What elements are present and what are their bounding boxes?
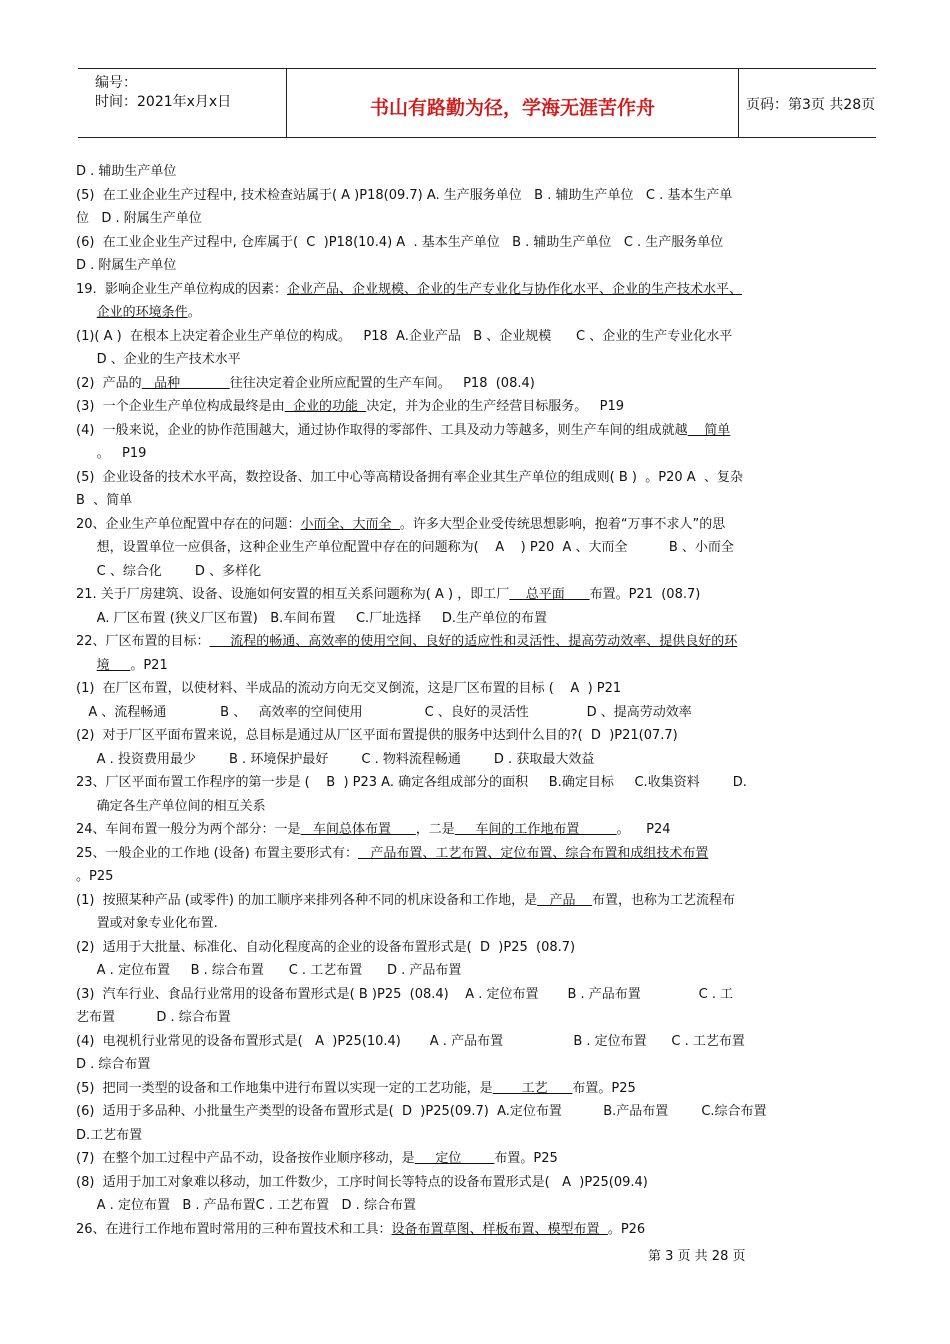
text-segment: 确定各生产单位间的相互关系 xyxy=(76,798,266,814)
text-segment: (1)( A ) 在根本上决定着企业生产单位的构成。 P18 A.企业产品 B 、企业规模 C 、企业的生产专业化水平 xyxy=(76,328,733,344)
text-segment: A . 投资费用最少 B . 环境保护最好 C . 物料流程畅通 D . 获取最大效益 xyxy=(76,751,595,767)
text-segment: 25、一般企业的工作地 (设备) 布置主要形式有： xyxy=(76,845,358,861)
answer-blank: 企业的环境条件 xyxy=(96,305,188,320)
text-segment: 位 D . 附属生产单位 xyxy=(76,211,202,226)
text-line xyxy=(76,701,888,725)
text-segment: 20、企业生产单位配置中存在的问题： xyxy=(76,516,301,532)
text-line xyxy=(76,1147,888,1171)
answer-blank: 企业的功能 xyxy=(284,399,367,414)
text-segment: 往往决定着企业所应配置的生产车间。 P18 (08.4) xyxy=(229,375,535,391)
page-header xyxy=(78,68,876,138)
text-line xyxy=(76,231,888,255)
text-segment: (5) 把同一类型的设备和工作地集中进行布置以实现一定的工艺功能，是 xyxy=(76,1080,493,1096)
text-line xyxy=(76,278,888,302)
text-segment: 想，设置单位一应俱备，这种企业生产单位配置中存在的问题称为( A ) P20 A 、大而全 B 、小而全 xyxy=(76,540,734,555)
text-segment: 26、在进行工作地布置时常用的三种布置技术和工具： xyxy=(76,1221,392,1237)
text-segment: (5) 企业设备的技术水平高，数控设备、加工中心等高精设备拥有率企业其生产单位的组成则( B ) 。P20 A 、复杂 xyxy=(76,469,743,485)
text-line xyxy=(76,466,888,490)
text-line xyxy=(76,607,888,631)
text-line xyxy=(76,419,888,443)
text-line xyxy=(76,160,888,184)
text-line xyxy=(76,372,888,396)
text-segment: 22、厂区布置的目标： xyxy=(76,634,210,649)
text-line xyxy=(76,1030,888,1054)
text-line xyxy=(76,771,888,795)
text-line xyxy=(76,654,888,678)
text-line xyxy=(76,630,888,654)
answer-blank: 流程的畅通、高效率的使用空间、良好的适应性和灵活性、提高劳动效率、提供良好的环 xyxy=(209,634,738,649)
text-line xyxy=(76,959,888,983)
text-line xyxy=(76,560,888,584)
text-segment: A . 定位布置 B . 产品布置C . 工艺布置 D . 综合布置 xyxy=(76,1198,416,1213)
text-segment: 24、车间布置一般分为两个部分：一是 xyxy=(76,822,301,837)
text-segment: 19. 影响企业生产单位构成的因素： xyxy=(76,281,287,297)
text-segment: ，二是 xyxy=(415,822,455,837)
text-segment: 。P21 xyxy=(130,657,168,673)
text-segment: (4) 电视机行业常见的设备布置形式是( A )P25(10.4) A . 产品布置 B . 定位布置 C . 工艺布置 xyxy=(76,1033,745,1049)
text-line xyxy=(76,207,888,231)
text-segment: D . 辅助生产单位 xyxy=(76,164,177,179)
text-line xyxy=(76,536,888,560)
text-line xyxy=(76,442,888,466)
header-motto-cell xyxy=(286,69,739,137)
text-segment: (2) 适用于大批量、标准化、自动化程度高的企业的设备布置形式是( D )P25 (08.7) xyxy=(76,939,576,955)
answer-blank: 车间的工作地布置 xyxy=(454,822,617,837)
answer-blank: 设备布置草图、样板布置、模型布置 xyxy=(391,1221,608,1237)
answer-blank: 产品 xyxy=(537,892,593,908)
text-segment: 。 P19 xyxy=(76,446,147,461)
text-line xyxy=(76,1006,888,1030)
answer-blank: 企业产品、企业规模、企业的生产专业化与协作化水平、企业的生产技术水平、 xyxy=(286,281,742,297)
text-line xyxy=(76,795,888,819)
text-line xyxy=(76,724,888,748)
text-line xyxy=(76,865,888,889)
page-footer: 第 3 页 共 28 页 xyxy=(648,1249,746,1264)
text-segment: 置或对象专业化布置. xyxy=(76,916,218,931)
time-label: 时间：2021年x月x日 xyxy=(95,94,232,110)
text-line xyxy=(76,1124,888,1148)
answer-blank: 小而全、大而全 xyxy=(300,516,400,532)
text-segment xyxy=(76,305,97,320)
text-line xyxy=(76,395,888,419)
text-line xyxy=(76,912,888,936)
text-line xyxy=(76,184,888,208)
header-page-cell xyxy=(738,69,876,137)
text-line xyxy=(76,254,888,278)
text-line xyxy=(76,1053,888,1077)
answer-blank: 产品布置、工艺布置、定位布置、综合布置和成组技术布置 xyxy=(357,845,709,861)
text-segment: B 、简单 xyxy=(76,493,133,508)
page-number-label: 页码：第3页 共28页 xyxy=(746,97,876,113)
text-line xyxy=(76,936,888,960)
number-label: 编号： xyxy=(95,75,137,91)
answer-blank: 品种 xyxy=(141,375,230,391)
text-line xyxy=(76,1100,888,1124)
text-segment: (2) 产品的 xyxy=(76,375,142,391)
text-segment xyxy=(76,658,97,673)
text-segment: 决定，并为企业的生产经营目标服务。 P19 xyxy=(366,399,624,414)
text-segment: 布置。P21 (08.7) xyxy=(589,587,701,602)
text-segment: (3) 汽车行业、食品行业常用的设备布置形式是( B )P25 (08.4) A . 定位布置 B . 产品布置 C . 工 xyxy=(76,986,734,1002)
text-line xyxy=(76,348,888,372)
text-segment: 布置。P25 xyxy=(494,1151,558,1166)
text-line xyxy=(76,583,888,607)
text-segment: 23、厂区平面布置工作程序的第一步是 ( B ) P23 A. 确定各组成部分的面积 B.确定目标 C.收集资料 D. xyxy=(76,775,747,790)
text-segment: 21. 关于厂房建筑、设备、设施如何安置的相互关系问题称为( A ) ，即工厂 xyxy=(76,587,510,602)
text-segment: 艺布置 D . 综合布置 xyxy=(76,1010,231,1025)
motto: 书山有路勤为径，学海无涯苦作舟 xyxy=(369,97,655,119)
text-segment: (3) 一个企业生产单位构成最终是由 xyxy=(76,399,285,414)
answer-blank: 定位 xyxy=(414,1151,495,1166)
text-segment: (1) 按照某种产品 (或零件) 的加工顺序来排列各种不同的机床设备和工作地，是 xyxy=(76,892,538,908)
answer-blank: 车间总体布置 xyxy=(300,822,416,837)
text-segment: D . 附属生产单位 xyxy=(76,258,177,273)
text-line xyxy=(76,818,888,842)
text-line xyxy=(76,1218,888,1242)
text-line xyxy=(76,842,888,866)
text-segment: 。 xyxy=(187,305,201,320)
text-segment: A. 厂区布置 (狭义厂区布置) B.车间布置 C.厂址选择 D.生产单位的布置 xyxy=(76,610,547,626)
text-line xyxy=(76,513,888,537)
text-line xyxy=(76,1171,888,1195)
answer-blank: 境 xyxy=(96,657,131,673)
text-line xyxy=(76,889,888,913)
text-segment: (7) 在整个加工过程中产品不动，设备按作业顺序移动，是 xyxy=(76,1151,415,1166)
text-segment: (6) 适用于多品种、小批量生产类型的设备布置形式是( D )P25(09.7) A.定位布置 B.产品布置 C.综合布置 xyxy=(76,1104,767,1119)
text-segment: 布置。P25 xyxy=(572,1080,636,1096)
text-segment: 。许多大型企业受传统思想影响，抱着“万事不求人”的思 xyxy=(399,516,726,532)
text-line xyxy=(76,1194,888,1218)
text-segment: C 、综合化 D 、多样化 xyxy=(76,563,262,579)
text-segment: 。 P24 xyxy=(616,822,671,837)
text-segment: D . 综合布置 xyxy=(76,1057,151,1072)
text-segment: 。P25 xyxy=(76,869,114,884)
text-segment: D.工艺布置 xyxy=(76,1127,143,1143)
text-segment: (4) 一般来说，企业的协作范围越大，通过协作取得的零部件、工具及动力等越多，则生产车间的组成就越 xyxy=(76,422,688,438)
text-line xyxy=(76,325,888,349)
text-segment: 布置，也称为工艺流程布 xyxy=(592,892,736,908)
text-segment: (5) 在工业企业生产过程中, 技术检查站属于( A )P18(09.7) A. 生产服务单位 B . 辅助生产单位 C . 基本生产单 xyxy=(76,187,733,203)
text-segment: A 、流程畅通 B 、 高效率的空间使用 C 、良好的灵活性 D 、提高劳动效率 xyxy=(76,704,692,720)
text-segment: 。P26 xyxy=(607,1221,646,1237)
header-info-cell xyxy=(78,69,286,137)
answer-blank: 工艺 xyxy=(492,1080,573,1096)
text-line xyxy=(76,748,888,772)
answer-blank: 总平面 xyxy=(509,587,590,602)
text-segment: (2) 对于厂区平面布置来说，总目标是通过从厂区平面布置提供的服务中达到什么目的?( D )P21(07.7) xyxy=(76,728,678,743)
text-line xyxy=(76,301,888,325)
answer-blank: 简单 xyxy=(687,422,731,438)
text-segment: D 、企业的生产技术水平 xyxy=(76,352,241,367)
text-segment: (1) 在厂区布置，以使材料、半成品的流动方向无交叉倒流，这是厂区布置的目标 ( A ) P21 xyxy=(76,681,622,696)
text-segment: (8) 适用于加工对象难以移动，加工件数少，工序时间长等特点的设备布置形式是( A )P25(09.4) xyxy=(76,1174,648,1190)
text-segment: A . 定位布置 B . 综合布置 C . 工艺布置 D . 产品布置 xyxy=(76,963,462,978)
text-line xyxy=(76,489,888,513)
text-line xyxy=(76,677,888,701)
text-line xyxy=(76,983,888,1007)
text-segment: (6) 在工业企业生产过程中, 仓库属于( C )P18(10.4) A . 基本生产单位 B . 辅助生产单位 C . 生产服务单位 xyxy=(76,234,724,250)
text-line xyxy=(76,1077,888,1101)
document-body xyxy=(76,160,888,1241)
